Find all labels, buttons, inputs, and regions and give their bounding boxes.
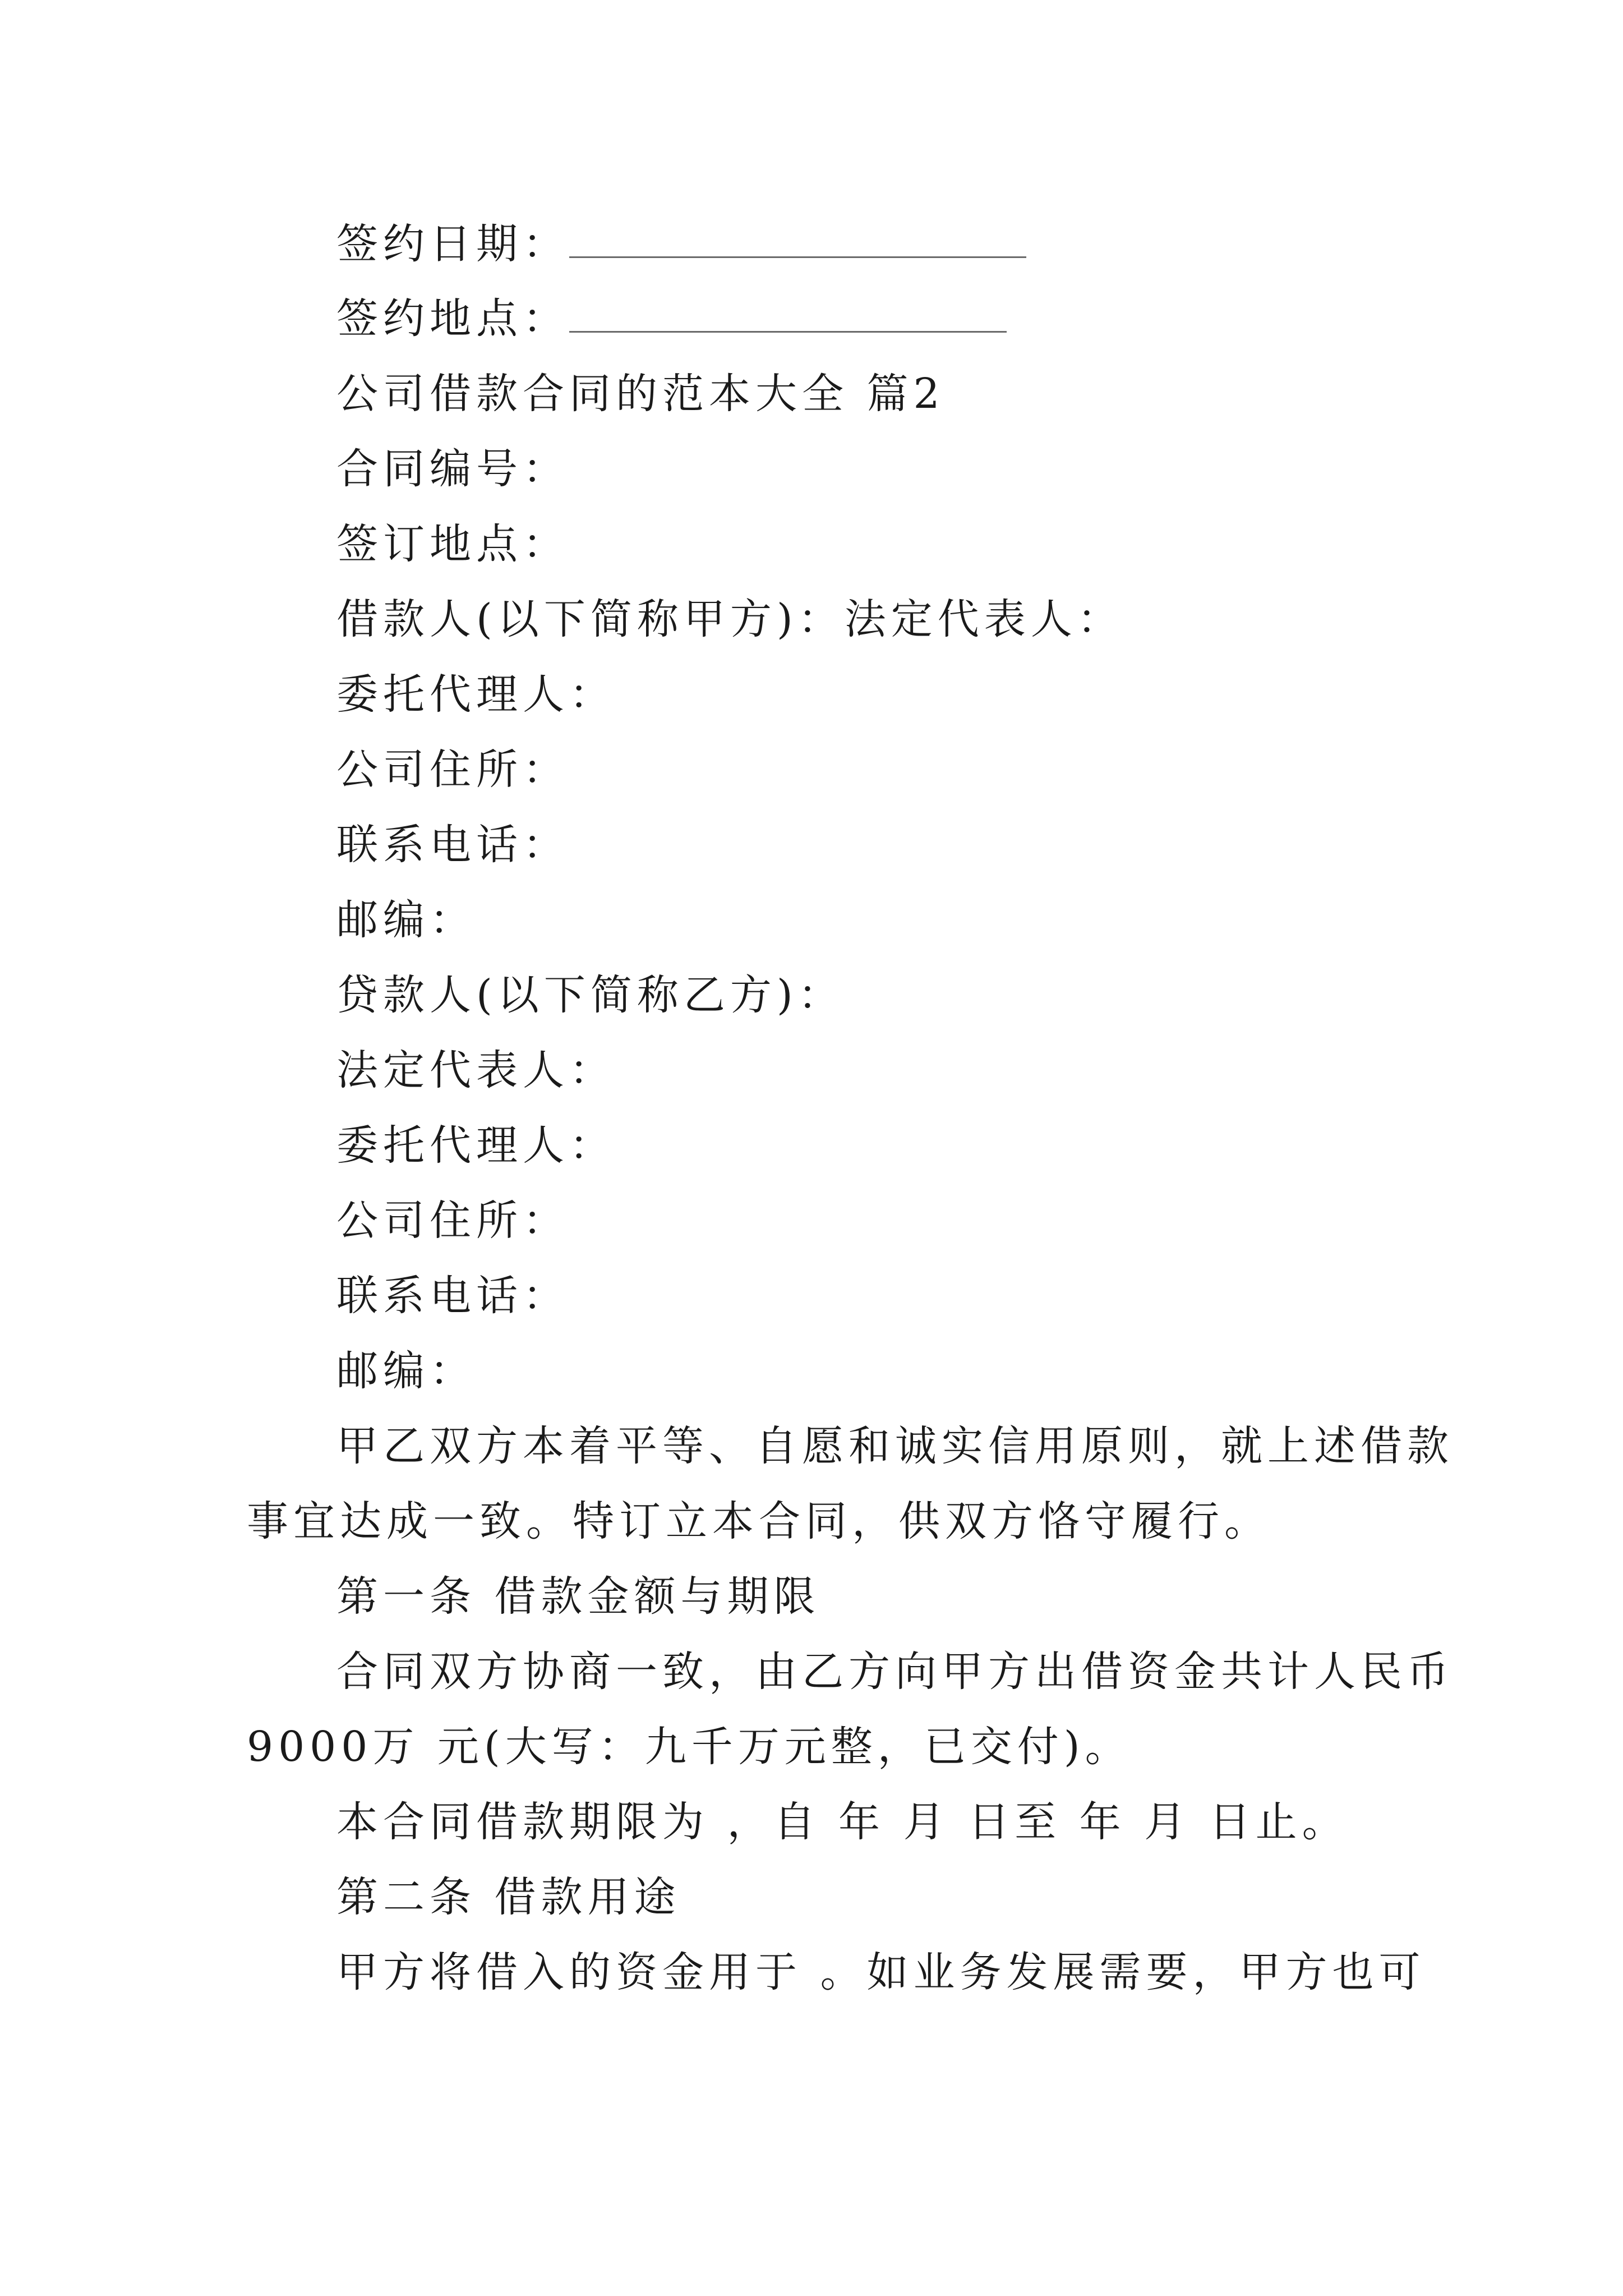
preamble-line-2: 事宜达成一致。特订立本合同，供双方恪守履行。: [247, 1497, 1271, 1545]
lender-phone-label: 联系电话：: [336, 1272, 569, 1320]
lender-rep-label: 法定代表人：: [336, 1046, 616, 1094]
borrower-label: 借款人(以下简称甲方)：法定代表人：: [336, 595, 1124, 643]
lender-agent-label: 委托代理人：: [336, 1121, 616, 1170]
article1-paragraph1-line2: 9000万 元(大写：九千万元整，已交付)。: [247, 1723, 1132, 1771]
contract-number-label: 合同编号：: [336, 445, 569, 493]
article1-title: 第一条 借款金额与期限: [336, 1572, 820, 1621]
lender-postcode-label: 邮编：: [336, 1347, 476, 1395]
sign-place-line: [336, 291, 1007, 347]
sign-date-blank: [569, 217, 1026, 258]
preamble-line-1: 甲乙双方本着平等、自愿和诚实信用原则，就上述借款: [336, 1422, 1454, 1470]
signing-place-label: 签订地点：: [336, 520, 569, 568]
section-title: 公司借款合同的范本大全 篇2: [336, 370, 945, 418]
borrower-address-label: 公司住所：: [336, 746, 569, 794]
sign-date-line: [336, 216, 1026, 272]
borrower-agent-label: 委托代理人：: [336, 670, 616, 719]
borrower-phone-label: 联系电话：: [336, 821, 569, 869]
sign-date-label: 签约日期：: [336, 220, 569, 268]
article2-paragraph1-line1: 甲方将借入的资金用于 。如业务发展需要，甲方也可: [336, 1948, 1426, 1996]
sign-place-label: 签约地点：: [336, 295, 569, 343]
article1-paragraph2: 本合同借款期限为 ，自 年 月 日至 年 月 日止。: [336, 1798, 1349, 1846]
sign-place-blank: [569, 292, 1007, 333]
article2-title: 第二条 借款用途: [336, 1873, 681, 1921]
article1-paragraph1-line1: 合同双方协商一致，由乙方向甲方出借资金共计人民币: [336, 1648, 1454, 1696]
lender-label: 贷款人(以下简称乙方)：: [336, 971, 845, 1019]
borrower-postcode-label: 邮编：: [336, 896, 476, 944]
lender-address-label: 公司住所：: [336, 1197, 569, 1245]
